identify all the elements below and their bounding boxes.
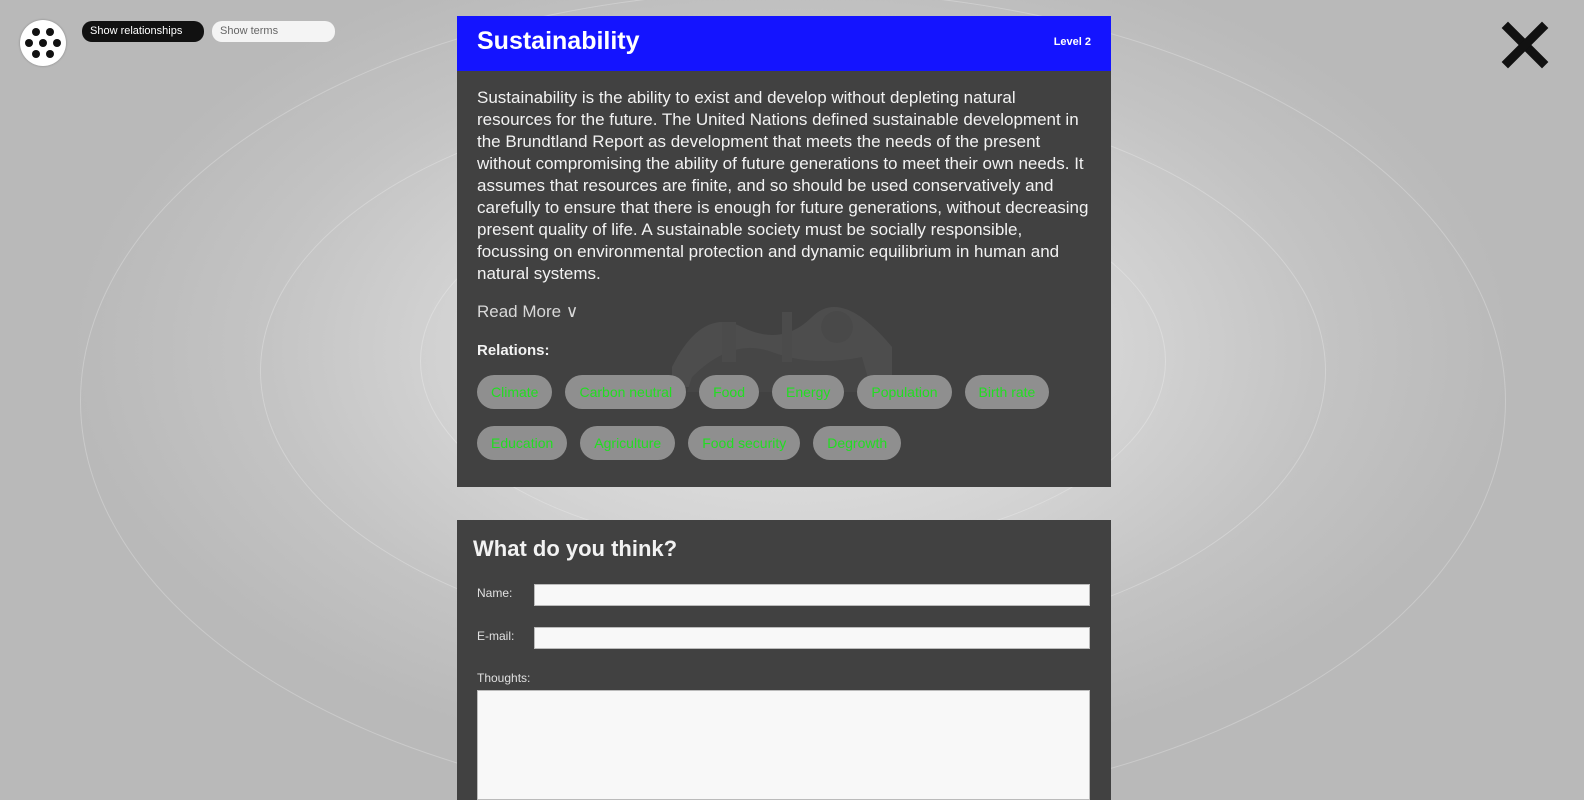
thoughts-textarea[interactable] [477,690,1090,800]
term-description: Sustainability is the ability to exist and develop without depleting natural resources for the future. The United Nations defined sustainable development in the Brundtland Report as development that meets the needs of the present without compromising the ability of future generations to meet their own needs. It assumes that resources are finite, and so should be used conservatively and carefully to ensure that there is enough for future generations, without decreasing present quality of life. A sustainable society must be socially responsible, focussing on environmental protection and dynamic equilibrium in human and natural systems. [477,88,1089,283]
name-field[interactable] [534,584,1090,606]
level-badge: Level 2 [1053,36,1091,48]
relation-tag-education[interactable]: Education [477,426,567,460]
relation-tag-food[interactable]: Food [699,375,759,409]
relation-tag-degrowth[interactable]: Degrowth [813,426,901,460]
term-card-body [457,71,1111,487]
close-icon[interactable] [1500,20,1550,70]
relation-tag-birth-rate[interactable]: Birth rate [965,375,1050,409]
relation-tag-population[interactable]: Population [857,375,951,409]
relation-tag-food-security[interactable]: Food security [688,426,800,460]
form-title: What do you think? [473,536,678,561]
name-row [477,584,1090,608]
email-label: E-mail: [477,629,515,643]
name-label: Name: [477,586,513,600]
relation-tag-carbon-neutral[interactable]: Carbon neutral [565,375,686,409]
email-field[interactable] [534,627,1090,649]
show-terms-button[interactable]: Show terms [212,21,335,42]
relation-tag-agriculture[interactable]: Agriculture [580,426,675,460]
email-row [477,627,1090,651]
relation-tag-climate[interactable]: Climate [477,375,552,409]
feedback-form [457,520,1111,800]
relations-label: Relations: [477,342,550,359]
term-card [457,16,1111,487]
show-relationships-button[interactable]: Show relationships [82,21,204,42]
relations-list [477,375,1097,460]
term-card-header [457,16,1111,71]
read-more-link[interactable]: Read More ∨ [477,302,579,321]
term-title: Sustainability [477,27,640,55]
relation-tag-energy[interactable]: Energy [772,375,844,409]
thoughts-label: Thoughts: [477,671,531,685]
dots-logo-icon[interactable] [20,20,66,66]
